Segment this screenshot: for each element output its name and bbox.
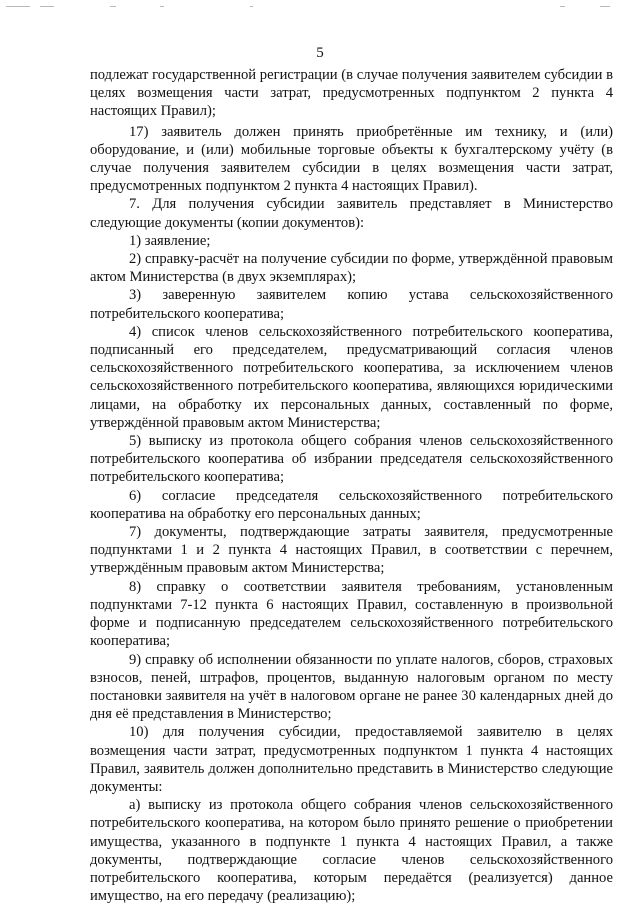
list-item-7: 7) документы, подтверждающие затраты заявителя, предусмотренные подпунктами 1 и 2 пункта 4 настоящих Правил, в соответствии с перечнем, утверждённым правовым актом Министерства; <box>90 524 613 577</box>
document-body <box>90 66 613 905</box>
list-item-1: 1) заявление; <box>129 232 211 249</box>
paragraph-continuation: подлежат государственной регистрации (в случае получения заявителем субсидии в целях возмещения части затрат, предусмотренных подпунктом 2 пункта 4 настоящих Правил); <box>90 67 613 120</box>
list-item-2: 2) справку-расчёт на получение субсидии по форме, утверждённой правовым актом Министерства (в двух экземплярах); <box>90 251 613 286</box>
list-item-6: 6) согласие председателя сельскохозяйственного потребительского кооператива на обработку его персональных данных; <box>90 487 613 522</box>
page-number: 5 <box>316 45 324 61</box>
list-item-a: а) выписку из протокола общего собрания членов сельскохозяйственного потребительского кооператива, на котором было принято решение о приобретении имущества, указанного в подпункте 1 пункта 4 настоящих Правил, а также документы, подтверждающие согласие членов сельскохозяйственного потребительского кооператива, которым передаётся (реализуется) данное имущество, на его передачу (реализацию); <box>90 797 613 905</box>
list-item-5: 5) выписку из протокола общего собрания членов сельскохозяйственного потребительского кооператива об избрании председателя сельскохозяйственного потребительского кооператива; <box>90 433 613 486</box>
list-item-3: 3) заверенную заявителем копию устава сельскохозяйственного потребительского кооператива; <box>90 287 613 322</box>
paragraph-clause-7: 7. Для получения субсидии заявитель представляет в Министерство следующие документы (копии документов): <box>90 196 613 231</box>
list-item-10: 10) для получения субсидии, предоставляемой заявителю в целях возмещения части затрат, предусмотренных подпунктом 1 пункта 4 настоящих Правил, заявитель должен дополнительно представить в Министерство следующие документы: <box>90 724 613 795</box>
list-item-8: 8) справку о соответствии заявителя требованиям, установленным подпунктами 7-12 пункта 6 настоящих Правил, составленную в произвольной форме и подписанную председателем сельскохозяйственного потребительского кооператива; <box>90 578 613 650</box>
list-item-4: 4) список членов сельскохозяйственного потребительского кооператива, подписанный его председателем, предусматривающий согласия членов сельскохозяйственного потребительского кооператива, за исключением членов сельскохозяйственного потребительского кооператива, являющихся юридическими лицами, на обработку их персональных данных, составленный по форме, утверждённой правовым актом Министерства; <box>90 323 613 431</box>
paragraph-item-17: 17) заявитель должен принять приобретённые им технику, и (или) оборудование, и (или) мобильные торговые объекты к бухгалтерскому учёту (в случае получения заявителем субсидии в целях возмещения части затрат, предусмотренных подпунктом 2 пункта 4 настоящих Правил). <box>90 123 613 195</box>
list-item-9: 9) справку об исполнении обязанности по уплате налогов, сборов, страховых взносов, пеней, штрафов, процентов, выданную налоговым органом по месту постановки заявителя на учёт в налоговом органе не ранее 30 календарных дней до дня её представления в Министерство; <box>90 651 613 723</box>
scan-edge-marks <box>0 6 640 12</box>
